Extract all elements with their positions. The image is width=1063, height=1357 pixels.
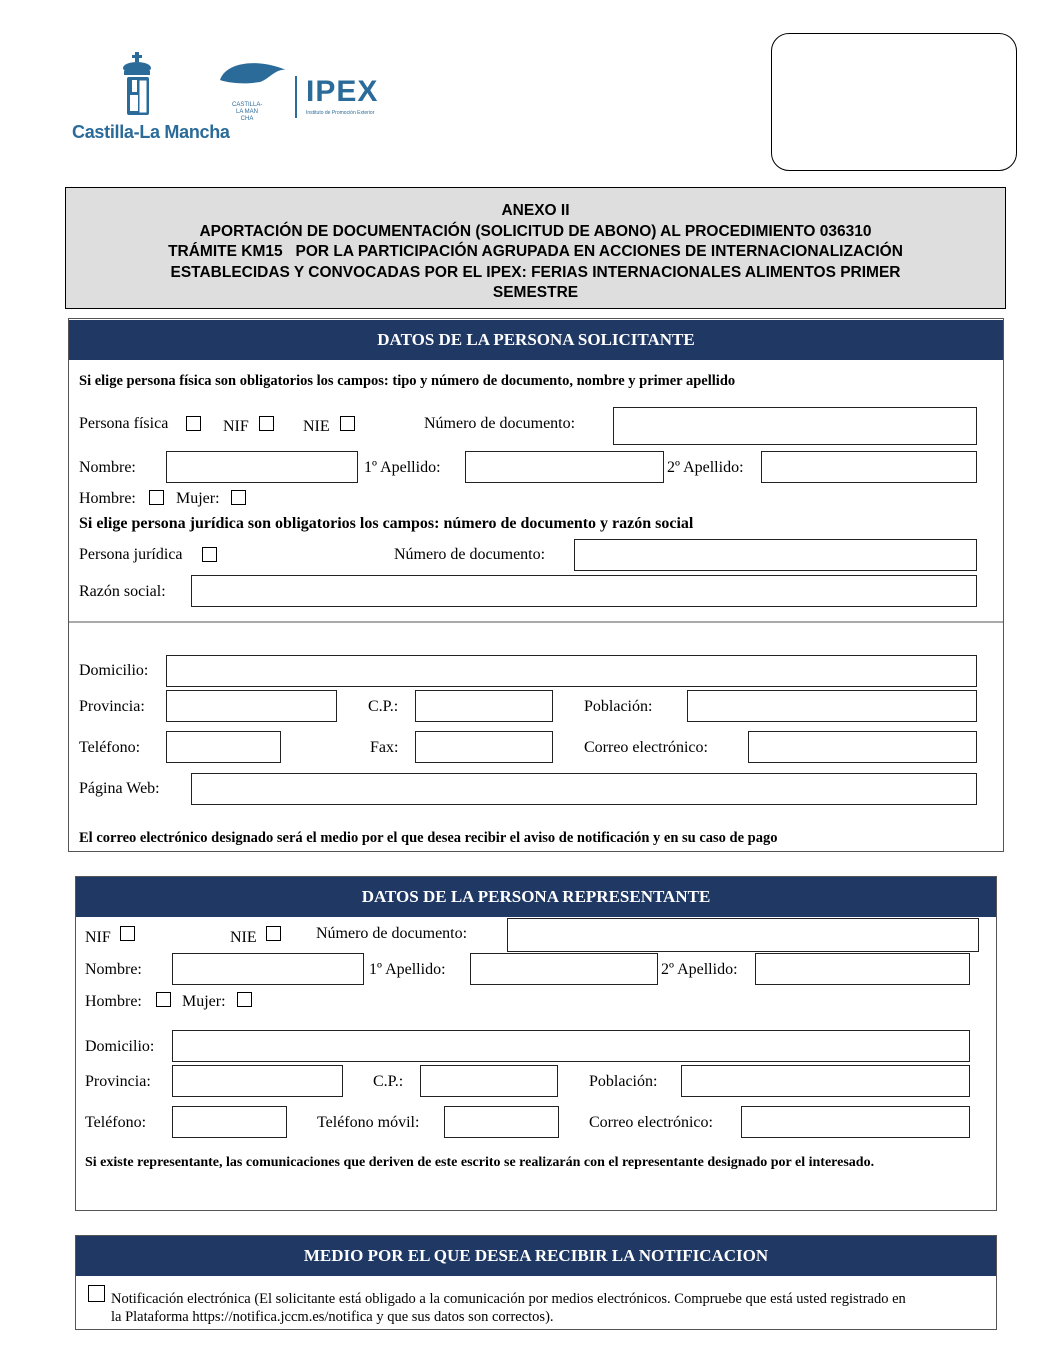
domicilio-input[interactable]: [166, 655, 977, 687]
rep-apellido2-input[interactable]: [755, 953, 970, 985]
rep-label-nombre: Nombre:: [85, 961, 142, 978]
notificacion-line-2: la Plataforma https://notifica.jccm.es/notifica y que sus datos son correctos).: [111, 1309, 554, 1325]
apellido1-input[interactable]: [465, 451, 664, 483]
rep-nif-checkbox[interactable]: [120, 926, 135, 941]
label-nie: NIE: [303, 418, 330, 435]
clm-logo-text: Castilla-La Mancha: [72, 122, 230, 142]
fax-input[interactable]: [415, 731, 553, 763]
provincia-input[interactable]: [166, 690, 337, 722]
note-juridica: Si elige persona jurídica son obligatorios los campos: número de documento y razón social: [79, 515, 694, 532]
rep-label-apellido1: 1º Apellido:: [369, 961, 446, 978]
rep-label-poblacion: Población:: [589, 1073, 658, 1090]
persona-juridica-checkbox[interactable]: [202, 547, 217, 562]
rep-numero-documento-input[interactable]: [507, 918, 979, 952]
label-persona-juridica: Persona jurídica: [79, 546, 183, 563]
rep-label-provincia: Provincia:: [85, 1073, 151, 1090]
apellido2-input[interactable]: [761, 451, 977, 483]
numero-documento-input[interactable]: [613, 407, 977, 445]
rep-provincia-input[interactable]: [172, 1065, 343, 1097]
label-numero-documento-juridica: Número de documento:: [394, 546, 546, 563]
title-line-3: TRÁMITE KM15 POR LA PARTICIPACIÓN AGRUPADA EN ACCIONES DE INTERNACIONALIZACIÓN: [168, 243, 903, 260]
title-line-5: SEMESTRE: [492, 284, 579, 301]
registro-box: [771, 33, 1017, 171]
rep-hombre-checkbox[interactable]: [156, 992, 171, 1007]
rep-label-apellido2: 2º Apellido:: [661, 961, 738, 978]
label-apellido1: 1º Apellido:: [364, 459, 441, 476]
label-hombre: Hombre:: [79, 490, 136, 507]
nif-checkbox[interactable]: [259, 416, 274, 431]
label-fax: Fax:: [370, 739, 399, 756]
ipex-subtitle: Instituto de Promoción Exterior: [306, 110, 375, 116]
notificacion-header: MEDIO POR EL QUE DESEA RECIBIR LA NOTIFICACION: [76, 1236, 996, 1276]
label-razon-social: Razón social:: [79, 583, 166, 600]
label-apellido2: 2º Apellido:: [667, 459, 744, 476]
label-poblacion: Población:: [584, 698, 653, 715]
mujer-checkbox[interactable]: [231, 490, 246, 505]
correo-input[interactable]: [748, 731, 977, 763]
representante-header: DATOS DE LA PERSONA REPRESENTANTE: [76, 877, 996, 917]
rep-telefono-movil-input[interactable]: [444, 1106, 559, 1138]
solicitante-divider: [69, 621, 1003, 623]
ipex-name: IPEX: [306, 75, 379, 108]
rep-correo-input[interactable]: [741, 1106, 970, 1138]
rep-note: Si existe representante, las comunicaciones que deriven de este escrito se realizarán con el representante designado por el interesado.: [85, 1155, 875, 1170]
ipex-divider: [295, 76, 297, 118]
ipex-logo: [218, 58, 383, 138]
clm-logo: [72, 48, 230, 143]
razon-social-input[interactable]: [191, 575, 977, 607]
notificacion-line-1: Notificación electrónica (El solicitante está obligado a la comunicación por medios electrónicos. Compruebe que está usted registrado en: [111, 1291, 906, 1307]
note-correo: El correo electrónico designado será el medio por el que desea recibir el aviso de notificación y en su caso de pago: [79, 830, 778, 846]
rep-mujer-checkbox[interactable]: [237, 992, 252, 1007]
nombre-input[interactable]: [166, 451, 358, 483]
rep-label-correo: Correo electrónico:: [589, 1114, 713, 1131]
label-provincia: Provincia:: [79, 698, 145, 715]
rep-nombre-input[interactable]: [172, 953, 364, 985]
label-numero-documento: Número de documento:: [424, 415, 576, 432]
poblacion-input[interactable]: [687, 690, 977, 722]
nie-checkbox[interactable]: [340, 416, 355, 431]
label-domicilio: Domicilio:: [79, 662, 149, 679]
rep-label-numero-documento: Número de documento:: [316, 925, 468, 942]
solicitante-header: DATOS DE LA PERSONA SOLICITANTE: [69, 320, 1003, 360]
label-telefono: Teléfono:: [79, 739, 141, 756]
rep-cp-input[interactable]: [420, 1065, 558, 1097]
title-line-4: ESTABLECIDAS Y CONVOCADAS POR EL IPEX: FERIAS INTERNACIONALES ALIMENTOS PRIMER: [170, 263, 901, 281]
rep-label-mujer: Mujer:: [182, 993, 226, 1010]
castilla-la-mancha-shield-icon: [72, 48, 222, 123]
rep-label-domicilio: Domicilio:: [85, 1038, 155, 1055]
ipex-wave-icon: [218, 58, 293, 103]
rep-label-nif: NIF: [85, 929, 111, 946]
rep-label-telefono-movil: Teléfono móvil:: [317, 1114, 420, 1131]
label-nif: NIF: [223, 418, 249, 435]
rep-telefono-input[interactable]: [172, 1106, 287, 1138]
label-persona-fisica: Persona física: [79, 415, 169, 432]
rep-label-hombre: Hombre:: [85, 993, 142, 1010]
hombre-checkbox[interactable]: [149, 490, 164, 505]
label-mujer: Mujer:: [176, 490, 220, 507]
rep-label-telefono: Teléfono:: [85, 1114, 147, 1131]
telefono-input[interactable]: [166, 731, 281, 763]
persona-fisica-checkbox[interactable]: [186, 416, 201, 431]
label-cp: C.P.:: [368, 698, 399, 715]
label-pagina-web: Página Web:: [79, 780, 160, 797]
label-correo: Correo electrónico:: [584, 739, 708, 756]
rep-nie-checkbox[interactable]: [266, 926, 281, 941]
title-line-2: APORTACIÓN DE DOCUMENTACIÓN (SOLICITUD DE ABONO) AL PROCEDIMIENTO 036310: [199, 222, 872, 240]
clm-small-text: CASTILLA-LA MAN CHA: [232, 102, 263, 122]
rep-domicilio-input[interactable]: [172, 1030, 970, 1062]
rep-label-nie: NIE: [230, 929, 257, 946]
label-nombre: Nombre:: [79, 459, 136, 476]
notificacion-electronica-checkbox[interactable]: [88, 1285, 105, 1302]
title-line-1: ANEXO II: [501, 202, 570, 219]
pagina-web-input[interactable]: [191, 773, 977, 805]
rep-poblacion-input[interactable]: [681, 1065, 970, 1097]
note-fisica: Si elige persona física son obligatorios los campos: tipo y número de documento, nombre y primer apellido: [79, 373, 736, 389]
rep-apellido1-input[interactable]: [470, 953, 658, 985]
cp-input[interactable]: [415, 690, 553, 722]
title-box: [65, 187, 1006, 309]
rep-label-cp: C.P.:: [373, 1073, 404, 1090]
numero-documento-juridica-input[interactable]: [574, 539, 977, 571]
